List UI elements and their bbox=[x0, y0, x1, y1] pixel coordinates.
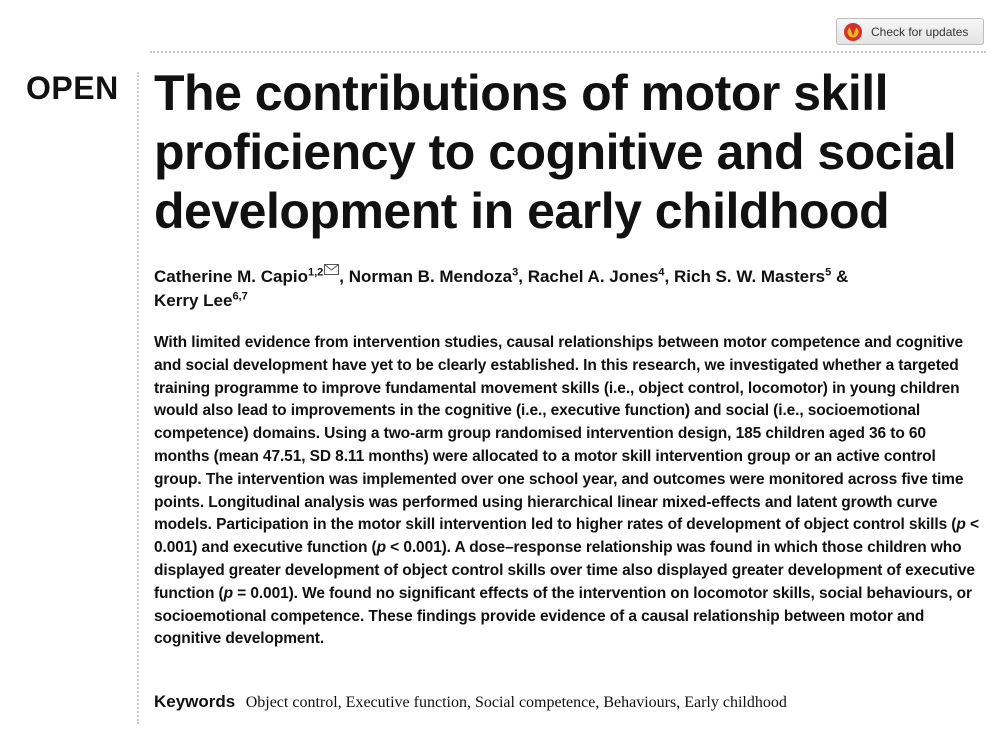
check-for-updates-icon bbox=[843, 22, 863, 42]
p-value-symbol: p bbox=[376, 539, 386, 557]
author-affiliation: 3 bbox=[512, 266, 519, 279]
header-divider bbox=[150, 51, 986, 53]
abstract-text: < 0.001). A dose–response relationship was found in which those children who displayed greater development of object control skills over time also displayed greater development of executive function ( bbox=[154, 539, 975, 602]
p-value-symbol: p bbox=[956, 516, 966, 534]
check-for-updates-label: Check for updates bbox=[871, 24, 969, 39]
p-value-symbol: p bbox=[223, 584, 233, 602]
abstract bbox=[154, 332, 980, 651]
keywords-label: Keywords bbox=[154, 692, 236, 711]
check-for-updates-button[interactable] bbox=[836, 18, 984, 45]
author-affiliation: 1,2 bbox=[307, 266, 324, 279]
author-list bbox=[154, 264, 974, 313]
keywords-list: Object control, Executive function, Social competence, Behaviours, Early childhood bbox=[245, 694, 787, 711]
author-name[interactable]: Rich S. W. Masters bbox=[673, 267, 826, 286]
author-name[interactable]: Rachel A. Jones bbox=[527, 267, 659, 286]
keywords-section bbox=[154, 691, 984, 714]
author-name[interactable]: Catherine M. Capio bbox=[154, 267, 308, 286]
author-name[interactable]: Norman B. Mendoza bbox=[348, 267, 513, 286]
author-name[interactable]: Kerry Lee bbox=[154, 291, 233, 310]
article-title: The contributions of motor skill proficiency to cognitive and social development in early childhood bbox=[154, 65, 957, 239]
margin-divider bbox=[137, 72, 139, 724]
author-affiliation: 4 bbox=[658, 266, 665, 279]
author-separator: , bbox=[518, 267, 528, 286]
author-separator: , bbox=[664, 267, 674, 286]
author-affiliation: 5 bbox=[825, 266, 832, 279]
abstract-text: = 0.001). We found no significant effects of the intervention on locomotor skills, social behaviours, or socioemotional competence. These findings provide evidence of a causal relationship between motor and cognitive development. bbox=[154, 584, 972, 648]
author-separator: , bbox=[339, 267, 349, 286]
author-affiliation: 6,7 bbox=[232, 290, 248, 303]
abstract-text: With limited evidence from intervention studies, causal relationships between motor competence and cognitive and social development have yet to be clearly established. In this research, we investigated whether a targeted training programme to improve fundamental movement skills (i.e., object control, locomotor) in young children would also lead to improvements in the cognitive (i.e., executive function) and social (i.e., socioemotional competence) domains. Using a two-arm group randomised intervention design, 185 children aged 36 to 60 months (mean 47.51, SD 8.11 months) were allocated to a motor skill intervention group or an active control group. The intervention was implemented over one school year, and outcomes were monitored across five time points. Longitudinal analysis was performed using hierarchical linear mixed-effects and latent growth curve models. Participation in the motor skill intervention led to higher rates of development of object control skills ( bbox=[154, 334, 964, 534]
envelope-icon[interactable] bbox=[324, 264, 339, 275]
author-separator: & bbox=[831, 267, 849, 286]
open-access-label: OPEN bbox=[26, 70, 119, 106]
abstract-text: < 0.001) and executive function ( bbox=[154, 516, 979, 557]
